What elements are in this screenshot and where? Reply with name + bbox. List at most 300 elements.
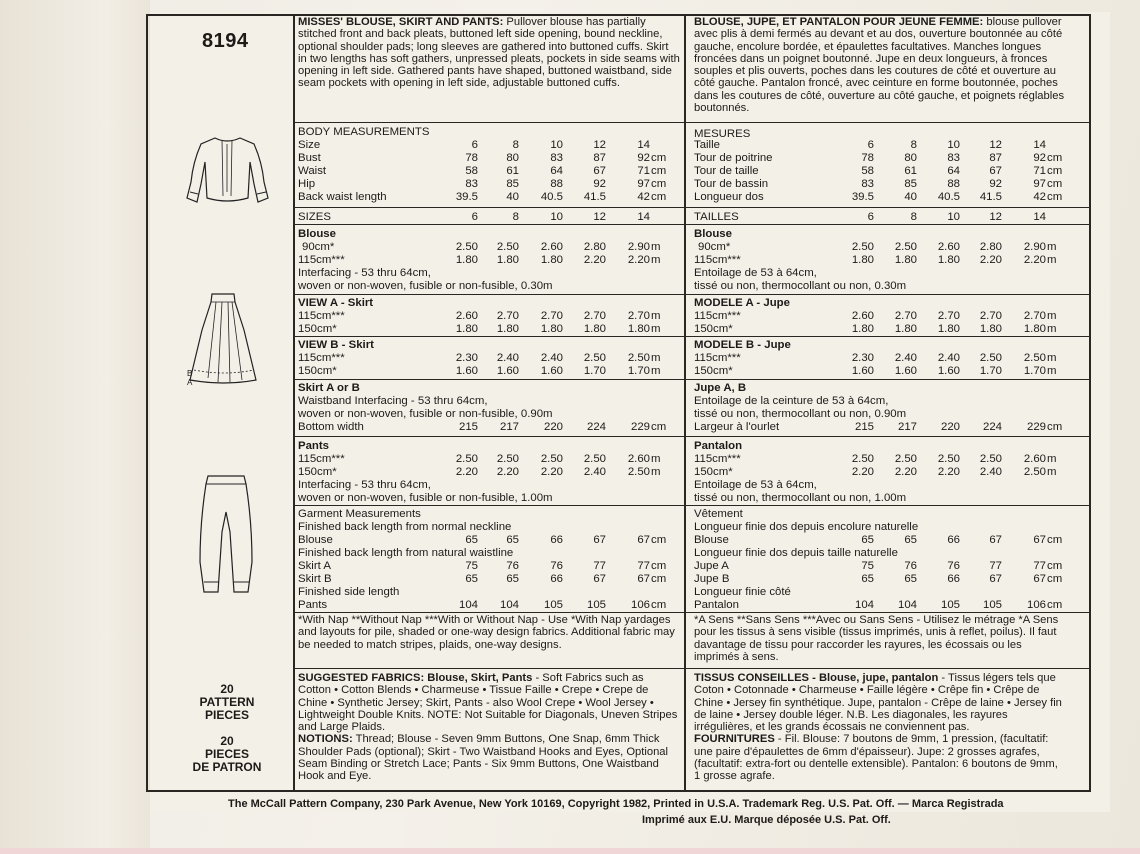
garment-row-value: 76 <box>550 560 563 572</box>
view-b-yardage-row-value: 1.60 <box>894 365 917 377</box>
pants-yardage-row-label: 150cm* <box>694 466 733 478</box>
sizes-row-value: 14 <box>637 211 650 223</box>
pants-yardage-row-label: 115cm*** <box>694 453 741 465</box>
pants-yardage-row-label: 115cm*** <box>298 453 345 465</box>
description-title-fr: BLOUSE, JUPE, ET PANTALON POUR JEUNE FEMME: <box>694 16 984 28</box>
blouse-yardage-row-label: 115cm*** <box>694 254 741 266</box>
measurement-row-value: 58 <box>861 165 874 177</box>
measurement-row-value: 67 <box>989 165 1002 177</box>
envelope-edge <box>0 848 1140 854</box>
blouse-yardage-row-value: 2.50 <box>455 241 478 253</box>
garment-row-value: 67 <box>989 534 1002 546</box>
skirt-illustration <box>182 290 267 386</box>
garment-row-value: 65 <box>465 534 478 546</box>
garment-row-label: Jupe B <box>694 573 730 585</box>
pants-heading: Pantalon <box>694 440 743 452</box>
garment-row-unit: cm <box>651 573 667 585</box>
measurement-row-value: 83 <box>465 178 478 190</box>
pants-heading: Pants <box>298 440 330 452</box>
measurement-row-label: Hip <box>298 178 316 190</box>
view-a-yardage-row-unit: m <box>1047 310 1057 322</box>
pants-yardage-row-value: 2.40 <box>583 466 606 478</box>
measurement-row-value: 40.5 <box>937 191 960 203</box>
garment-row-value: 65 <box>465 573 478 585</box>
fabrics-title-fr: TISSUS CONSEILLES - Blouse, jupe, pantalon <box>694 672 939 684</box>
view-a-yardage-row-value: 1.80 <box>1023 323 1046 335</box>
measurement-row-value: 83 <box>861 178 874 190</box>
garment-row-value: 104 <box>458 599 478 611</box>
measurement-row-value: 41.5 <box>979 191 1002 203</box>
measurement-row-label: Tour de taille <box>694 165 759 177</box>
garment-row-value: 76 <box>904 560 917 572</box>
pants-yardage-row-value: 2.20 <box>496 466 519 478</box>
view-b-yardage-row-value: 1.60 <box>455 365 478 377</box>
measurement-row-value: 67 <box>593 165 606 177</box>
measurement-row-value: 6 <box>867 139 874 151</box>
rule-sizes <box>293 207 1091 208</box>
garment-row-value: 75 <box>861 560 874 572</box>
measurement-row-label: Taille <box>694 139 720 151</box>
bottom-width-row-unit: cm <box>1047 421 1063 433</box>
view-a-yardage-row-value: 2.70 <box>979 310 1002 322</box>
skirt-ab-interfacing: Waistband Interfacing - 53 thru 64cm, <box>298 395 488 407</box>
fabrics-body-en: - Soft Fabrics such as Cotton • Cotton Blends • Charmeuse • Tissue Faille • Crepe • Crepe de Chine • Synthetic Jersey; Skirt, Pants - also Wool Crepe • Wool Jersey • Lightweight Double Knits. NOTE: Not Suitable for Diagonals, Uneven Stripes and Large Plaids. <box>298 672 678 734</box>
measurement-row-value: 12 <box>989 139 1002 151</box>
view-a-yardage-row-value: 1.80 <box>979 323 1002 335</box>
view-a-yardage-row-value: 2.70 <box>540 310 563 322</box>
bottom-width-row-value: 224 <box>586 421 606 433</box>
blouse-yardage-row-value: 2.20 <box>627 254 650 266</box>
sizes-row-value: 6 <box>867 211 874 223</box>
description-body-en: Pullover blouse has partially stitched front and back pleats, buttoned left side opening, bound neckline, optional shoulder pads; long sleeves are gathered into buttoned cuffs. Skirt in two lengths has soft gathers, unpressed pleats, pockets in side seams with opening in left side. Gathered pants have shaped, buttoned waistband, side seam pockets with opening in left side, adjustable buttoned cuffs. <box>298 16 680 90</box>
bottom-width-row-label: Bottom width <box>298 421 364 433</box>
blouse-yardage-row-value: 2.60 <box>540 241 563 253</box>
garment-row-value: 66 <box>550 534 563 546</box>
garment-row-value: 67 <box>593 573 606 585</box>
notions-title-en: NOTIONS: <box>298 733 353 746</box>
sizes-row-value: 14 <box>1033 211 1046 223</box>
garment-row-value: 104 <box>897 599 917 611</box>
garment-row-value: 65 <box>861 573 874 585</box>
sizes-row-label: SIZES <box>298 211 331 223</box>
measurement-row-value: 14 <box>1033 139 1046 151</box>
pants-yardage-row-value: 2.20 <box>937 466 960 478</box>
sizes-row-value: 8 <box>512 211 519 223</box>
view-a-yardage-row-value: 1.80 <box>937 323 960 335</box>
view-b-heading: VIEW B - Skirt <box>298 339 374 351</box>
pieces-count-fr: 20 <box>220 734 234 748</box>
view-b-yardage-row-value: 2.50 <box>979 352 1002 364</box>
pattern-pieces-en <box>192 683 262 722</box>
garment-row-value: 65 <box>506 573 519 585</box>
garment-row-value: 104 <box>499 599 519 611</box>
pieces-count-en: 20 <box>220 682 234 696</box>
measurement-row-value: 10 <box>947 139 960 151</box>
blouse-yardage-row-value: 2.20 <box>979 254 1002 266</box>
view-b-yardage-row-unit: m <box>1047 365 1057 377</box>
measurement-row-value: 40 <box>506 191 519 203</box>
pants-yardage-row-unit: m <box>1047 466 1057 478</box>
view-b-yardage-row-value: 1.70 <box>583 365 606 377</box>
description-en <box>298 16 680 90</box>
body-measurements-heading-en: BODY MEASUREMENTS <box>298 126 430 138</box>
garment-subheading: Finished side length <box>298 586 400 598</box>
garment-row-value: 105 <box>586 599 606 611</box>
view-a-yardage-row-value: 2.70 <box>1023 310 1046 322</box>
pants-illustration <box>194 472 260 600</box>
view-b-yardage-row-value: 1.60 <box>540 365 563 377</box>
pants-yardage-row-unit: m <box>651 466 661 478</box>
bottom-width-row-value: 220 <box>543 421 563 433</box>
rule-fabrics <box>293 668 1091 669</box>
view-b-yardage-row-unit: m <box>651 365 661 377</box>
garment-row-label: Jupe A <box>694 560 729 572</box>
pants-yardage-row-value: 2.50 <box>627 466 650 478</box>
garment-subheading: Longueur finie côté <box>694 586 791 598</box>
view-a-yardage-row-value: 2.60 <box>455 310 478 322</box>
rule-view-b <box>293 336 1091 337</box>
measurement-row-unit: cm <box>651 152 667 164</box>
blouse-yardage-row-unit: m <box>651 254 661 266</box>
pants-interfacing: woven or non-woven, fusible or non-fusible, 1.00m <box>298 492 553 504</box>
garment-subheading: Finished back length from natural waistline <box>298 547 514 559</box>
description-fr <box>694 16 1066 114</box>
measurement-row-value: 85 <box>904 178 917 190</box>
skirt-ab-interfacing: woven or non-woven, fusible or non-fusible, 0.90m <box>298 408 553 420</box>
blouse-heading: Blouse <box>298 228 336 240</box>
garment-row-label: Pantalon <box>694 599 739 611</box>
measurement-row-value: 71 <box>637 165 650 177</box>
fabrics-body-fr: - Tissus légers tels que Coton • Cotonnade • Charmeuse • Faille légère • Crêpe fin • Crêpe de Chine • Jersey fin synthétique. Jupe, pantalon - Crêpe de laine • Jersey fin de laine • Jersey double léger. N.B. Les diagonales, les rayures irrégulières, et les grands écossais ne conviennent pas. <box>694 672 1062 734</box>
garment-row-value: 106 <box>630 599 650 611</box>
garment-row-value: 77 <box>1033 560 1046 572</box>
publisher-footer-fr: Imprimé aux E.U. Marque déposée U.S. Pat. Off. <box>642 814 891 826</box>
blouse-yardage-row-unit: m <box>651 241 661 253</box>
view-b-yardage-row-value: 2.30 <box>455 352 478 364</box>
measurement-row-label: Waist <box>298 165 327 177</box>
garment-row-value: 66 <box>947 573 960 585</box>
measurement-row-label: Tour de bassin <box>694 178 769 190</box>
pants-yardage-row-unit: m <box>651 453 661 465</box>
pants-yardage-row-value: 2.50 <box>583 453 606 465</box>
view-a-yardage-row-label: 150cm* <box>694 323 733 335</box>
blouse-interfacing: Entoilage de 53 à 64cm, <box>694 267 817 279</box>
measurement-row-value: 40 <box>904 191 917 203</box>
pieces-word1-fr: PIECES <box>204 747 249 761</box>
measurement-row-value: 92 <box>989 178 1002 190</box>
nap-note-en: *With Nap **Without Nap ***With or Without Nap - Use *With Nap yardages and layouts for pile, shaded or one-way design fabrics. Additional fabric may be needed to match stripes, plaids, one-way designs. <box>298 614 675 651</box>
blouse-yardage-row-value: 1.80 <box>894 254 917 266</box>
garment-row-value: 105 <box>543 599 563 611</box>
garment-subheading: Longueur finie dos depuis encolure naturelle <box>694 521 919 533</box>
view-b-yardage-row-value: 2.40 <box>894 352 917 364</box>
pants-yardage-row-value: 2.50 <box>979 453 1002 465</box>
measurement-row-value: 6 <box>471 139 478 151</box>
bottom-width-row-unit: cm <box>651 421 667 433</box>
sizes-row-value: 10 <box>947 211 960 223</box>
pieces-word2-en: PIECES <box>204 708 249 722</box>
view-b-yardage-row-unit: m <box>651 352 661 364</box>
blouse-yardage-row-value: 2.20 <box>1023 254 1046 266</box>
measurement-row-value: 88 <box>550 178 563 190</box>
skirt-ab-heading: Jupe A, B <box>694 382 747 394</box>
garment-row-unit: cm <box>1047 599 1063 611</box>
measurement-row-value: 80 <box>904 152 917 164</box>
description-body-fr: blouse pullover avec plis à demi fermés au devant et au dos, ouverture boutonnée au côté gauche, encolure bordée, et épaulettes facultatives. Manches longues froncées dans un poignet boutonné. Jupe en deux longueurs, à fronces souples et plis ouverts, poches dans les coutures de côté et ouverture au côté gauche. Pantalon froncé, avec ceinture en forme boutonnée, poches dans les coutures de côté, ouverture au côté gauche, et poignets réglables boutonnés. <box>694 16 1065 115</box>
garment-row-label: Pants <box>298 599 328 611</box>
rule-view-a <box>293 294 1091 295</box>
publisher-footer: The McCall Pattern Company, 230 Park Avenue, New York 10169, Copyright 1982, Printed in U.S.A. Trademark Reg. U.S. Pat. Off. — Marca Registrada <box>228 798 1004 810</box>
measurement-row-unit: cm <box>651 165 667 177</box>
view-a-yardage-row-value: 2.60 <box>851 310 874 322</box>
garment-row-value: 77 <box>593 560 606 572</box>
view-b-yardage-row-value: 2.50 <box>583 352 606 364</box>
garment-row-value: 77 <box>989 560 1002 572</box>
blouse-yardage-row-value: 1.80 <box>937 254 960 266</box>
description-title-en: MISSES' BLOUSE, SKIRT AND PANTS: <box>298 16 504 28</box>
blouse-yardage-row-unit: m <box>1047 241 1057 253</box>
measurement-row-value: 61 <box>506 165 519 177</box>
skirt-ab-interfacing: Entoilage de la ceinture de 53 à 64cm, <box>694 395 889 407</box>
garment-row-unit: cm <box>1047 560 1063 572</box>
bottom-width-row-value: 217 <box>897 421 917 433</box>
view-a-heading: VIEW A - Skirt <box>298 297 374 309</box>
sizes-row-value: 8 <box>910 211 917 223</box>
bottom-width-row-label: Largeur à l'ourlet <box>694 421 780 433</box>
view-b-yardage-row-value: 1.60 <box>496 365 519 377</box>
pants-interfacing: Interfacing - 53 thru 64cm, <box>298 479 431 491</box>
rule-skirt-ab <box>293 379 1091 380</box>
measurement-row-value: 97 <box>1033 178 1046 190</box>
measurement-row-label: Bust <box>298 152 321 164</box>
measurement-row-value: 88 <box>947 178 960 190</box>
blouse-yardage-row-value: 2.90 <box>1023 241 1046 253</box>
bottom-width-row-value: 220 <box>940 421 960 433</box>
view-a-yardage-row-label: 150cm* <box>298 323 337 335</box>
bottom-width-row-value: 215 <box>458 421 478 433</box>
view-a-yardage-row-value: 2.70 <box>627 310 650 322</box>
garment-row-value: 76 <box>506 560 519 572</box>
view-a-yardage-row-value: 1.80 <box>583 323 606 335</box>
pants-yardage-row-value: 2.40 <box>979 466 1002 478</box>
measurement-row-label: Size <box>298 139 321 151</box>
measurement-row-label: Back waist length <box>298 191 387 203</box>
blouse-illustration <box>180 132 275 210</box>
garment-row-value: 65 <box>904 573 917 585</box>
view-a-yardage-row-value: 2.70 <box>894 310 917 322</box>
garment-row-label: Skirt A <box>298 560 331 572</box>
measurement-row-value: 97 <box>637 178 650 190</box>
measurement-row-value: 39.5 <box>455 191 478 203</box>
view-a-yardage-row-label: 115cm*** <box>694 310 741 322</box>
garment-row-value: 106 <box>1026 599 1046 611</box>
measurement-row-value: 58 <box>465 165 478 177</box>
pants-yardage-row-value: 2.50 <box>540 453 563 465</box>
pants-yardage-row-value: 2.60 <box>1023 453 1046 465</box>
view-a-heading: MODELE A - Jupe <box>694 297 790 309</box>
skirt-ab-interfacing: tissé ou non, thermocollant ou non, 0.90m <box>694 408 907 420</box>
blouse-yardage-row-value: 2.50 <box>894 241 917 253</box>
pants-yardage-row-value: 2.20 <box>540 466 563 478</box>
blouse-yardage-row-value: 2.50 <box>851 241 874 253</box>
blouse-yardage-row-value: 1.80 <box>540 254 563 266</box>
garment-subheading: Longueur finie dos depuis taille naturelle <box>694 547 898 559</box>
measurement-row-value: 64 <box>550 165 563 177</box>
view-b-yardage-row-label: 115cm*** <box>694 352 741 364</box>
view-a-yardage-row-value: 1.80 <box>894 323 917 335</box>
view-b-yardage-row-value: 2.30 <box>851 352 874 364</box>
blouse-interfacing: tissé ou non, thermocollant ou non, 0.30m <box>694 280 907 292</box>
blouse-interfacing: woven or non-woven, fusible or non-fusible, 0.30m <box>298 280 553 292</box>
garment-row-value: 65 <box>861 534 874 546</box>
measurement-row-value: 78 <box>861 152 874 164</box>
view-a-yardage-row-unit: m <box>651 323 661 335</box>
sizes-row-value: 10 <box>550 211 563 223</box>
pants-yardage-row-value: 2.60 <box>627 453 650 465</box>
notions-body-en: Thread; Blouse - Seven 9mm Buttons, One Snap, 6mm Thick Shoulder Pads (optional); Skirt - Two Waistband Hooks and Eyes, Optional Seam Binding or Stretch Lace; Pants - Six 9mm Buttons, One Waistband Hook and Eye. <box>298 733 668 783</box>
garment-row-label: Blouse <box>298 534 333 546</box>
view-b-yardage-row-unit: m <box>1047 352 1057 364</box>
blouse-yardage-row-label: 115cm*** <box>298 254 345 266</box>
skirt-ab-heading: Skirt A or B <box>298 382 360 394</box>
pants-yardage-row-value: 2.50 <box>937 453 960 465</box>
blouse-yardage-row-value: 2.80 <box>979 241 1002 253</box>
rule-pants <box>293 436 1091 437</box>
garment-row-value: 105 <box>982 599 1002 611</box>
garment-row-value: 67 <box>1033 573 1046 585</box>
rule-garment <box>293 505 1091 506</box>
measurement-row-unit: cm <box>1047 165 1063 177</box>
nap-note-fr: *A Sens **Sans Sens ***Avec ou Sans Sens - Utilisez le métrage *A Sens pour les tissus à sens visible (tissus imprimés, unis à reflet, poilus). Il faut davantage de tissu pour raccorder les rayures, les écossais ou les imprimés à sens. <box>694 614 1059 663</box>
pattern-pieces-fr <box>187 735 267 774</box>
garment-row-value: 76 <box>947 560 960 572</box>
view-a-yardage-row-value: 1.80 <box>851 323 874 335</box>
bottom-width-row-value: 217 <box>499 421 519 433</box>
measurement-row-value: 83 <box>947 152 960 164</box>
measurement-row-value: 80 <box>506 152 519 164</box>
notions-body-fr: - Fil. Blouse: 7 boutons de 9mm, 1 pression, (facultatif: une paire d'épaulettes de 6mm d'épaisseur). Jupe: 2 grosses agrafes, (facultatif: extra-fort ou dentelle extensible). Pantalon: 6 boutons de 9mm, 1 grosse agrafe. <box>694 733 1058 783</box>
measurement-row-value: 8 <box>512 139 519 151</box>
pattern-number: 8194 <box>202 30 249 52</box>
pants-yardage-row-value: 2.20 <box>894 466 917 478</box>
view-b-heading: MODELE B - Jupe <box>694 339 791 351</box>
fabrics-title-en: SUGGESTED FABRICS: Blouse, Skirt, Pants <box>298 672 533 684</box>
pants-yardage-row-value: 2.50 <box>894 453 917 465</box>
sizes-row-value: 6 <box>471 211 478 223</box>
garment-row-unit: cm <box>651 560 667 572</box>
view-b-yardage-row-value: 1.70 <box>627 365 650 377</box>
view-b-yardage-row-value: 2.40 <box>937 352 960 364</box>
bottom-width-row-value: 229 <box>630 421 650 433</box>
garment-row-value: 67 <box>1033 534 1046 546</box>
view-a-yardage-row-value: 1.80 <box>455 323 478 335</box>
view-a-yardage-row-value: 1.80 <box>540 323 563 335</box>
measurement-row-unit: cm <box>651 191 667 203</box>
measurement-row-value: 61 <box>904 165 917 177</box>
measurement-row-value: 71 <box>1033 165 1046 177</box>
pants-yardage-row-value: 2.50 <box>496 453 519 465</box>
fabrics-fr <box>694 672 1066 783</box>
measurement-row-value: 87 <box>989 152 1002 164</box>
pants-yardage-row-value: 2.50 <box>851 453 874 465</box>
pants-yardage-row-value: 2.50 <box>455 453 478 465</box>
pants-yardage-row-label: 150cm* <box>298 466 337 478</box>
pieces-word1-en: PATTERN <box>199 695 255 709</box>
envelope-flap <box>0 0 150 854</box>
view-a-marker: A <box>187 378 193 387</box>
measurement-row-value: 92 <box>593 178 606 190</box>
view-b-yardage-row-value: 2.40 <box>496 352 519 364</box>
measurement-row-value: 39.5 <box>851 191 874 203</box>
view-b-yardage-row-value: 2.50 <box>627 352 650 364</box>
left-column-divider <box>293 14 295 792</box>
pieces-word2-fr: DE PATRON <box>192 760 262 774</box>
view-a-yardage-row-value: 2.70 <box>583 310 606 322</box>
measurement-row-value: 42 <box>1033 191 1046 203</box>
view-a-yardage-row-value: 1.80 <box>627 323 650 335</box>
body-measurements-heading-fr: MESURES <box>694 128 751 140</box>
sizes-row-label: TAILLES <box>694 211 739 223</box>
pants-yardage-row-unit: m <box>1047 453 1057 465</box>
garment-row-value: 66 <box>550 573 563 585</box>
measurement-row-value: 42 <box>637 191 650 203</box>
measurement-row-value: 41.5 <box>583 191 606 203</box>
garment-row-value: 75 <box>465 560 478 572</box>
notions-title-fr: FOURNITURES <box>694 733 775 746</box>
measurement-row-unit: cm <box>651 178 667 190</box>
view-b-yardage-row-label: 150cm* <box>694 365 733 377</box>
measurement-row-unit: cm <box>1047 191 1063 203</box>
garment-heading: Vêtement <box>694 508 743 520</box>
view-a-yardage-row-label: 115cm*** <box>298 310 345 322</box>
blouse-interfacing: Interfacing - 53 thru 64cm, <box>298 267 431 279</box>
blouse-heading: Blouse <box>694 228 732 240</box>
rule-measurements <box>293 122 1091 123</box>
garment-row-value: 66 <box>947 534 960 546</box>
measurement-row-unit: cm <box>1047 152 1063 164</box>
blouse-yardage-row-value: 1.80 <box>496 254 519 266</box>
view-b-yardage-row-value: 1.70 <box>979 365 1002 377</box>
view-b-yardage-row-value: 2.40 <box>540 352 563 364</box>
measurement-row-value: 14 <box>637 139 650 151</box>
view-b-yardage-row-label: 150cm* <box>298 365 337 377</box>
blouse-yardage-row-unit: m <box>1047 254 1057 266</box>
pants-interfacing: tissé ou non, thermocollant ou non, 1.00m <box>694 492 907 504</box>
view-b-yardage-row-value: 1.60 <box>851 365 874 377</box>
view-b-yardage-row-value: 1.70 <box>1023 365 1046 377</box>
view-a-yardage-row-value: 2.70 <box>937 310 960 322</box>
garment-row-value: 104 <box>854 599 874 611</box>
rule-blouse <box>293 224 1091 225</box>
pants-yardage-row-value: 2.50 <box>1023 466 1046 478</box>
bottom-width-row-value: 224 <box>982 421 1002 433</box>
blouse-yardage-row-value: 2.20 <box>583 254 606 266</box>
measurement-row-value: 10 <box>550 139 563 151</box>
garment-row-value: 67 <box>593 534 606 546</box>
fabrics-en <box>298 672 678 783</box>
blouse-yardage-row-value: 2.60 <box>937 241 960 253</box>
garment-row-value: 67 <box>637 573 650 585</box>
bottom-width-row-value: 215 <box>854 421 874 433</box>
measurement-row-value: 64 <box>947 165 960 177</box>
garment-subheading: Finished back length from normal neckline <box>298 521 512 533</box>
garment-heading: Garment Measurements <box>298 508 421 520</box>
view-b-yardage-row-value: 2.50 <box>1023 352 1046 364</box>
view-a-yardage-row-unit: m <box>1047 323 1057 335</box>
blouse-yardage-row-value: 2.50 <box>496 241 519 253</box>
blouse-yardage-row-label: 90cm* <box>698 241 731 253</box>
measurement-row-label: Longueur dos <box>694 191 764 203</box>
